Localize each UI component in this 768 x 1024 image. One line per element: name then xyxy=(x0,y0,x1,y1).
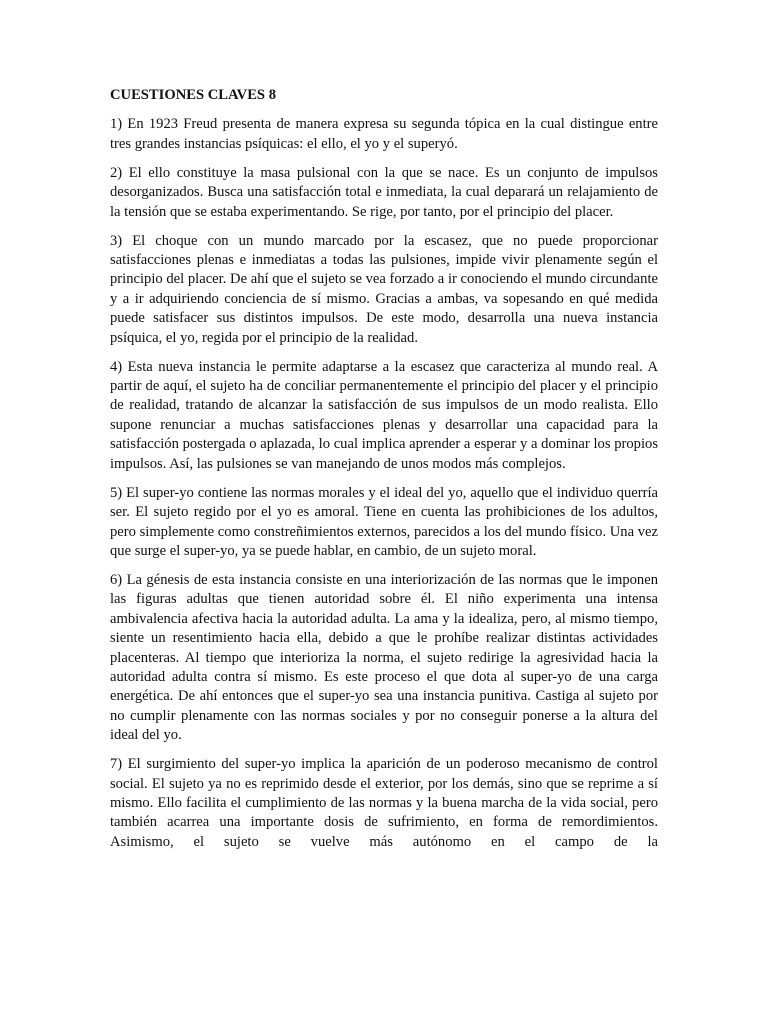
document-title: CUESTIONES CLAVES 8 xyxy=(110,87,276,103)
paragraph-3: 3) El choque con un mundo marcado por la escasez, que no puede proporcionar satisfacciones plenas e inmediatas a todas las pulsiones, impide vivir plenamente según el principio del placer. De ahí que el sujeto se vea forzado a ir conociendo el mundo circundante y a ir adquiriendo conciencia de sí mismo. Gracias a ambas, va sopesando en qué medida puede satisfacer sus distintos impulsos. De este modo, desarrolla una nueva instancia psíquica, el yo, regida por el principio de la realidad. xyxy=(110,232,658,346)
paragraph-1: 1) En 1923 Freud presenta de manera expresa su segunda tópica en la cual distingue entre tres grandes instancias psíquicas: el ello, el yo y el superyó. xyxy=(110,116,658,152)
paragraph-7: 7) El surgimiento del super-yo implica la aparición de un poderoso mecanismo de control social. El sujeto ya no es reprimido desde el exterior, por los demás, sino que se reprime a sí mismo. Ello facilita el cumplimiento de las normas y la buena marcha de la vida social, pero también acarrea una importante dosis de sufrimiento, en forma de remordimientos. Asimismo, el sujeto se vuelve más autónomo en el campo de la xyxy=(110,756,658,850)
document-body xyxy=(110,86,658,862)
paragraph-5: 5) El super-yo contiene las normas morales y el ideal del yo, aquello que el individuo querría ser. El sujeto regido por el yo es amoral. Tiene en cuenta las prohibiciones de los adultos, pero simplemente como constreñimientos externos, parecidos a los del mundo físico. Una vez que surge el super-yo, ya se puede hablar, en cambio, de un sujeto moral. xyxy=(110,484,658,559)
paragraph-2: 2) El ello constituye la masa pulsional con la que se nace. Es un conjunto de impulsos desorganizados. Busca una satisfacción total e inmediata, la cual deparará un relajamiento de la tensión que se estaba experimentando. Se rige, por tanto, por el principio del placer. xyxy=(110,164,658,220)
paragraph-6: 6) La génesis de esta instancia consiste en una interiorización de las normas que le imponen las figuras adultas que tienen autoridad sobre él. El niño experimenta una intensa ambivalencia afectiva hacia la autoridad adulta. La ama y la idealiza, pero, al mismo tiempo, siente un resentimiento hacia ella, debido a que le prohíbe realizar distintas actividades placenteras. Al tiempo que interioriza la norma, el sujeto redirige la agresividad hacia la autoridad adulta contra sí mismo. Es este proceso el que dota al super-yo de una carga energética. De ahí entonces que el super-yo sea una instancia punitiva. Castiga al sujeto por no cumplir plenamente con las normas sociales y por no conseguir ponerse a la altura del ideal del yo. xyxy=(110,571,658,744)
paragraph-4: 4) Esta nueva instancia le permite adaptarse a la escasez que caracteriza al mundo real. A partir de aquí, el sujeto ha de conciliar permanentemente el principio del placer y el principio de realidad, tratando de alcanzar la satisfacción de sus impulsos de un modo realista. Ello supone renunciar a muchas satisfacciones plenas y desarrollar una capacidad para la satisfacción postergada o aplazada, lo cual implica aprender a esperar y a dominar los propios impulsos. Así, las pulsiones se van manejando de unos modos más complejos. xyxy=(110,358,658,472)
